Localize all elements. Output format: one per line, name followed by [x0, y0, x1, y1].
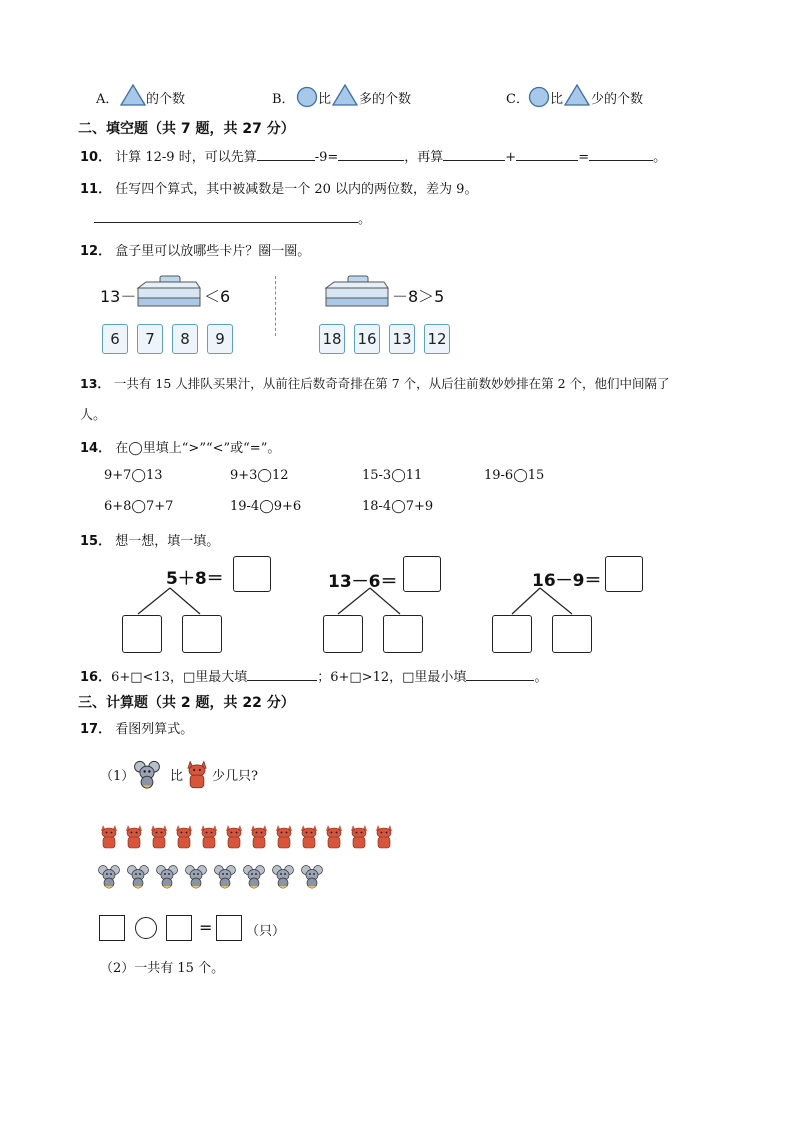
inequality-right-suffix: －8＞5 [392, 287, 445, 306]
question-text: -9= [314, 150, 339, 165]
answer-blank[interactable] [247, 667, 317, 681]
compare-item[interactable]: 6+8◯7+7 [104, 499, 174, 514]
answer-blank[interactable] [466, 667, 534, 681]
equation-1: 5＋8＝ [166, 569, 224, 589]
question-text: 看图列算式。 [115, 722, 194, 737]
split-lines [500, 586, 580, 618]
triangle-icon [564, 84, 590, 106]
split-lines [330, 586, 410, 618]
part-2: （2）一共有 15 个。 [100, 961, 225, 976]
circle-icon [296, 86, 318, 108]
choice-b-text: 多的个数 [359, 92, 412, 107]
cat-icon [323, 822, 345, 850]
mouse-icon [185, 864, 207, 890]
mouse-icon [98, 864, 120, 890]
mouse-icon [214, 864, 236, 890]
question-11-answer [94, 208, 371, 227]
part-1-label: （1） [100, 769, 135, 784]
part-1-end: 少几只? [212, 769, 258, 784]
inequality-left-suffix: ＜6 [204, 287, 231, 306]
mouse-icon [243, 864, 265, 890]
equation-2: 13－6＝ [328, 572, 398, 592]
answer-box[interactable] [383, 615, 423, 653]
cat-icon [123, 822, 145, 850]
question-number: 17． [80, 722, 112, 737]
question-17 [80, 718, 193, 737]
section-title: 二、填空题（共 7 题，共 27 分） [78, 121, 295, 137]
question-text: 想一想，填一填。 [115, 534, 220, 549]
answer-blank[interactable] [516, 147, 578, 161]
choice-c-mid: 比 [550, 92, 564, 107]
split-lines [130, 586, 210, 618]
question-text: + [505, 150, 517, 165]
answer-box[interactable] [323, 615, 363, 653]
number-card[interactable]: 13 [389, 324, 415, 354]
answer-box[interactable] [182, 615, 222, 653]
question-15 [80, 530, 219, 549]
mouse-icon [272, 864, 294, 890]
question-14 [80, 437, 280, 456]
equation-3: 16－9＝ [532, 571, 602, 591]
cat-icon [198, 822, 220, 850]
answer-blank[interactable] [589, 147, 653, 161]
question-text: 计算 12-9 时，可以先算 [115, 150, 257, 165]
circle-icon [528, 86, 550, 108]
compare-item[interactable]: 19-6◯15 [484, 468, 545, 483]
choice-a[interactable] [96, 88, 118, 107]
answer-box[interactable] [99, 915, 125, 941]
number-card[interactable]: 18 [319, 324, 345, 354]
cat-icon [184, 758, 210, 790]
answer-box[interactable] [605, 556, 643, 592]
question-number: 13． [80, 376, 110, 391]
answer-box[interactable] [552, 615, 592, 653]
question-text: 6+□<13，□里最大填 [111, 670, 248, 685]
question-text: 盒子里可以放哪些卡片？圈一圈。 [115, 244, 311, 259]
mouse-icon [156, 864, 178, 890]
question-text: 一共有 15 人排队买果汁，从前往后数奇奇排在第 7 个，从后往前数妙妙排在第 2 个，他们中间隔了 [113, 376, 670, 391]
answer-blank[interactable] [338, 147, 404, 161]
choice-a-letter: A． [96, 92, 119, 107]
cat-icon [273, 822, 295, 850]
cat-icon [348, 822, 370, 850]
box-icon [324, 274, 390, 308]
box-icon [136, 274, 202, 308]
compare-item[interactable]: 9+3◯12 [230, 468, 289, 483]
operator-circle[interactable] [135, 917, 157, 939]
section-title: 三、计算题（共 2 题，共 22 分） [78, 695, 295, 711]
question-text: 在◯里填上“>”“<”或“=”。 [115, 441, 281, 456]
choice-c-text: 少的个数 [591, 92, 644, 107]
inequality-left-prefix: 13－ [100, 287, 137, 306]
choice-b-letter[interactable]: B． [272, 92, 295, 107]
cat-icon [223, 822, 245, 850]
answer-blank[interactable] [94, 209, 358, 223]
answer-blank[interactable] [257, 147, 315, 161]
question-number: 15． [80, 534, 112, 549]
cat-icon [373, 822, 395, 850]
answer-box[interactable] [122, 615, 162, 653]
compare-item[interactable]: 15-3◯11 [362, 468, 423, 483]
number-card[interactable]: 8 [172, 324, 198, 354]
triangle-icon [332, 84, 358, 106]
cat-icon [173, 822, 195, 850]
cat-icon [98, 822, 120, 850]
question-text: = [578, 150, 590, 165]
part-1-mid: 比 [170, 769, 184, 784]
question-text: 任写四个算式，其中被减数是一个 20 以内的两位数，差为 9。 [115, 182, 478, 197]
question-12 [80, 240, 310, 259]
cat-icon [148, 822, 170, 850]
question-text: ，再算 [404, 150, 444, 165]
compare-item[interactable]: 9+7◯13 [104, 468, 163, 483]
question-16 [80, 666, 547, 685]
question-number: 11． [80, 182, 112, 197]
question-text: ；6+□>12，□里最小填 [317, 670, 467, 685]
answer-box[interactable] [492, 615, 532, 653]
divider [275, 276, 276, 336]
question-number: 12． [80, 244, 112, 259]
number-card[interactable]: 12 [424, 324, 450, 354]
triangle-icon [120, 84, 146, 106]
question-number: 14． [80, 441, 112, 456]
mouse-icon [134, 758, 160, 792]
question-number: 10． [80, 150, 112, 165]
number-card[interactable]: 7 [137, 324, 163, 354]
cat-icon [298, 822, 320, 850]
compare-item[interactable]: 19-4◯9+6 [230, 499, 302, 514]
question-text: 。 [358, 212, 372, 227]
answer-box[interactable] [233, 556, 271, 592]
question-13 [80, 374, 670, 392]
mouse-icon [127, 864, 149, 890]
compare-item[interactable]: 18-4◯7+9 [362, 499, 434, 514]
question-11 [80, 178, 477, 197]
question-10 [80, 146, 666, 165]
unit-label: （只） [246, 924, 286, 939]
choice-b-mid: 比 [318, 92, 332, 107]
question-number: 16． [80, 670, 112, 685]
choice-a-text: 的个数 [146, 92, 186, 107]
number-card[interactable]: 9 [207, 324, 233, 354]
cat-icon [248, 822, 270, 850]
choice-c-letter[interactable]: C． [506, 92, 529, 107]
answer-box[interactable] [166, 915, 192, 941]
answer-blank[interactable] [443, 147, 505, 161]
question-text: 。 [534, 670, 548, 685]
mouse-icon [301, 864, 323, 890]
question-text: 。 [653, 150, 667, 165]
number-card[interactable]: 16 [354, 324, 380, 354]
question-13-line2: 人。 [80, 408, 107, 423]
number-card[interactable]: 6 [102, 324, 128, 354]
equals-sign: = [199, 918, 213, 937]
answer-box[interactable] [216, 915, 242, 941]
